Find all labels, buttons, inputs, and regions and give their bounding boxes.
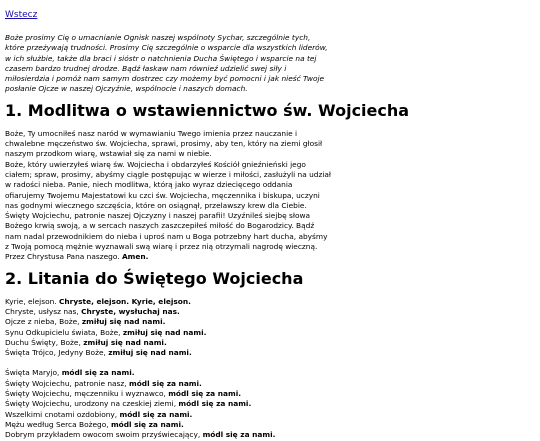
litany-line bbox=[5, 338, 535, 348]
litany-invocation: Święty Wojciechu, męczenniku i wyznawco, bbox=[5, 389, 169, 399]
section-1-prayer-text: Boże, Ty umocniłeś nasz naród w wymawianiu Twego imienia przez nauczanie i chwalebne męczeństwo św. Wojciecha, sprawi, prosimy, aby ten, który na ziemi głosił naszym przodkom wiarę, wstawiał się za nami w niebie. Boże, który uwierzyłeś wiarę św. Wojciecha i obdarzyłeś Kościół gnieźnieński jego ciałem; spraw, prosimy, abyśmy ciągle postępując w wierze i miłości, zasłużyli na udział w radości nieba. Panie, niech modlitwa, którą jako wyraz dziecięcego oddania ofiarujemy Twojemu Majestatowi ku czci św. Wojciecha, męczennika i biskupa, uczyni nas godnymi wiecznego szczęścia, które on osiągnął, przelawszy krew dla Ciebie. Święty Wojciechu, patronie naszej Ojczyzny i naszej parafii! Uzyźnileś siejbę słowa Bożego krwią swoją, a w sercach naszych zaszczepiłeś miłość do Bogarodzicy. Bądź nam nadal przewodnikiem do nieba i uproś nam u Boga potrzebny hart ducha, abyśmy z Twoją pomocą mężnie wyznawali swą wiarę i przez nią otrzymali nagrodę wieczną. Przez Chrystusa Pana naszego. bbox=[5, 128, 332, 262]
litany-response: módl się za nami. bbox=[119, 409, 193, 419]
litany-response: Chryste, elejson. Kyrie, elejson. bbox=[58, 296, 191, 306]
section-1-heading: 1. Modlitwa o wstawiennictwo św. Wojciecha bbox=[5, 100, 410, 120]
litany-response: módl się za nami. bbox=[168, 389, 242, 399]
litany-response: zmiłuj się nad nami. bbox=[81, 317, 166, 327]
litany-response: módl się za nami. bbox=[110, 419, 184, 429]
litany-invocation: Wszelkimi cnotami ozdobiony, bbox=[5, 409, 120, 419]
litany-response: módl się za nami. bbox=[129, 378, 202, 388]
litany-line bbox=[5, 389, 535, 399]
litany-invocation: Święta Maryjo, bbox=[5, 368, 62, 378]
litany-line bbox=[5, 317, 535, 327]
litany-response: módl się za nami. bbox=[202, 430, 276, 440]
litany-response: zmiłuj się nad nami. bbox=[122, 327, 207, 337]
litany-line bbox=[5, 307, 535, 317]
litany-line bbox=[5, 368, 535, 378]
back-link[interactable]: Wstecz bbox=[5, 10, 38, 20]
section-2-heading: 2. Litania do Świętego Wojciecha bbox=[5, 268, 304, 288]
litany-line bbox=[5, 348, 535, 358]
litany-line bbox=[5, 420, 535, 430]
litany-invocation: Święta Trójco, Jedyny Boże, bbox=[5, 348, 109, 358]
litany-invocation: Ojcze z nieba, Boże, bbox=[5, 317, 82, 327]
litany-line bbox=[5, 410, 535, 420]
litany-line bbox=[5, 430, 535, 440]
litany-invocation: Duchu Święty, Boże, bbox=[5, 337, 84, 347]
litany-spacer bbox=[5, 358, 535, 368]
litany-invocation: Kyrie, elejson. bbox=[5, 296, 59, 306]
amen-text: Amen. bbox=[121, 252, 149, 262]
litany-line bbox=[5, 328, 535, 338]
litany-response: módl się za nami. bbox=[61, 368, 135, 378]
litany-invocation: Święty Wojciechu, urodzony na czeskiej ziemi, bbox=[5, 399, 179, 409]
litany-line bbox=[5, 297, 535, 307]
litany-response: módl się za nami. bbox=[178, 399, 252, 409]
litany-invocation: Mężu według Serca Bożego, bbox=[5, 419, 111, 429]
litany-invocation: Synu Odkupicielu świata, Boże, bbox=[5, 327, 123, 337]
litany-group-1 bbox=[5, 297, 535, 359]
litany-response: zmiłuj się nad nami. bbox=[108, 348, 192, 358]
litany-line bbox=[5, 399, 535, 409]
litany-invocation: Chryste, usłysz nas, bbox=[5, 306, 82, 316]
intro-prayer: Boże prosimy Cię o umacnianie Ognisk naszej wspólnoty Sychar, szczególnie tych, które przeżywają trudności. Prosimy Cię szczególnie o wsparcie dla wszystkich liderów, w ich służbie, także dla braci i sióstr o natchnienia Ducha Świętego i wsparcie na tej czasem bardzo trudnej drodze. Bądź łaskaw nam równieź udzielić swej siły i miłosierdzia i pomóż nam samym dostrzec czy możemy być pomocni i jak nieść Twoje posłanie Ojcze w naszej Ojczyźnie, wspólnocie i naszych domach. bbox=[5, 33, 328, 94]
section-1-prayer bbox=[5, 129, 535, 263]
litany-group-2 bbox=[5, 368, 535, 440]
litany-invocation: Święty Wojciechu, patronie nasz, bbox=[5, 378, 129, 388]
litany-response: zmiłuj się nad nami. bbox=[83, 337, 167, 347]
litany bbox=[5, 297, 535, 441]
litany-invocation: Dobrym przykładem owocom swoim przyświecający, bbox=[5, 430, 203, 440]
litany-line bbox=[5, 379, 535, 389]
litany-response: Chryste, wysłuchaj nas. bbox=[81, 306, 180, 316]
